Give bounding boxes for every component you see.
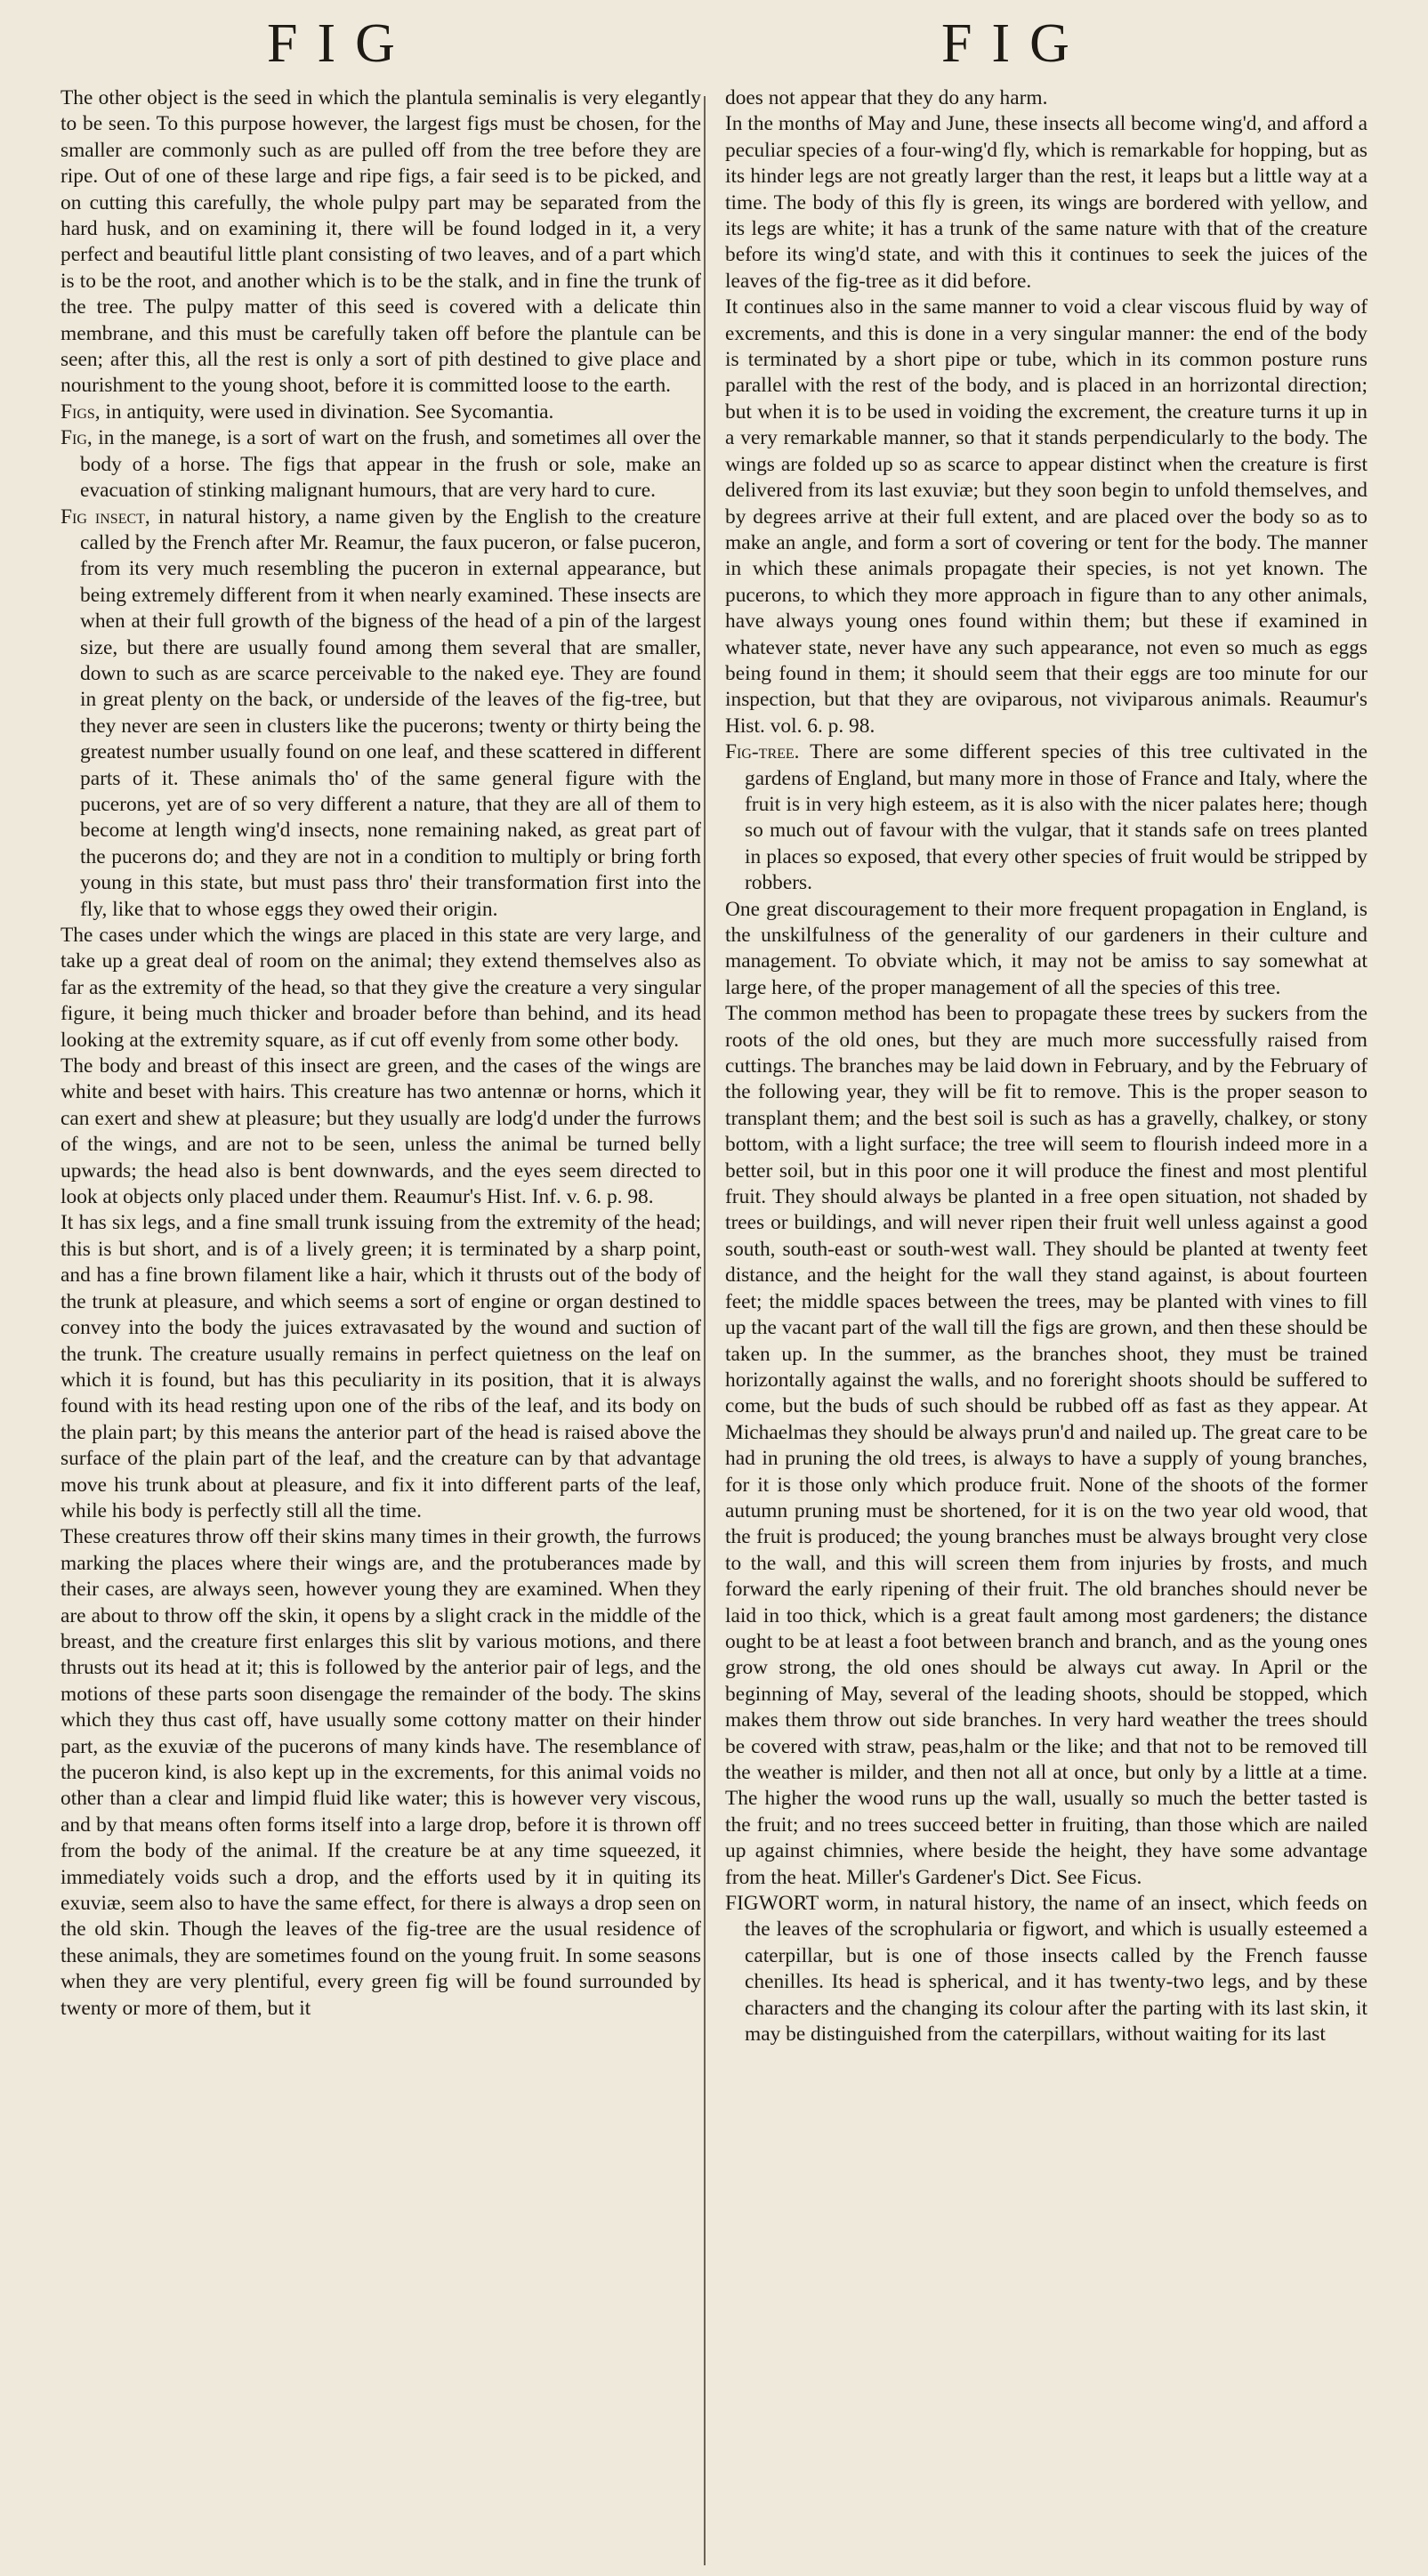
entry-text: in natural history, a name given by the English to the creature called by the French after Mr. Reamur, the faux puceron, or false puceron, from its very much resembling the puceron in external appearance, but being extremely different from it when nearly examined. These insects are when at their full growth of the bigness of the head of a pin of the largest size, but there are usually found among them several that are smaller, down to such as are scarce perceivable to the naked eye. They are found in great plenty on the back, or underside of the leaves of the fig-tree, but they never are seen in clusters like the pucerons; twenty or thirty being the greatest number usually found on one leaf, and these scattered in different parts of it. These animals tho' of the same general figure with the pucerons, yet are of so very different a nature, that they are all of them to become at length wing'd insects, none remaining naked, as great part of the pucerons do; and they are not in a condition to multiply or bring forth young in this state, but must pass thro' their transformation first into the fly, like that to whose eggs they owed their origin.	[80, 505, 701, 921]
column-divider	[704, 96, 706, 2565]
paragraph-continued: does not appear that they do any harm.	[725, 86, 1048, 109]
entry-fig-tree	[725, 739, 1367, 896]
paragraph-cases: The cases under which the wings are placed in this state are very large, and take up a great deal of room on the animal; they extend themselves also as far as the extremity of the head, so that they give the creature a very singular figure, it being much thicker and broader before than behind, and its head looking at the extremity square, as if cut off evenly from some other body.	[61, 924, 701, 1052]
entry-figwort-worm	[725, 1891, 1367, 2047]
paragraph-may-june: In the months of May and June, these insects all become wing'd, and afford a peculiar species of a four-wing'd fly, which is remarkable for hopping, but as its hinder legs are not greatly larger than the rest, it leaps but a little way at a time. The body of this fly is green, its wings are bordered with yellow, and its legs are white; it has a trunk of the same nature with that of the creature before its wing'd state, and with this it continues to seek the juices of the leaves of the fig-tree as it did before.	[725, 112, 1367, 293]
running-head-right: FIG	[941, 13, 1089, 74]
entry-text: There are some different species of this tree cultivated in the gardens of England, but many more in those of France and Italy, where the fruit is in very high esteem, as it is also with the nicer palates here; though so much out of favour with the vulgar, that it stands safe on trees planted in places so exposed, that every other species of fruit would be stripped by robbers.	[745, 740, 1367, 895]
entry-term: Fig,	[61, 426, 93, 450]
right-column	[725, 85, 1367, 2047]
entry-fig-manege	[61, 425, 701, 504]
paragraph-viscous-fluid: It continues also in the same manner to void a clear viscous fluid by way of excrements, and this is done in a very singular manner: the end of the body is terminated by a short pipe or tube, which in its common posture runs parallel with the rest of the body, and is placed in an horrizontal direction; but when it is to be used in voiding the excrement, the creature turns it up in a very remarkable manner, so that it stands perpendicularly to the body. The wings are folded up so as scarce to appear distinct when the creature is first delivered from its last exuviæ; but they soon begin to unfold themselves, and by degrees arrive at their full extent, and are placed over the body so as to make an angle, and form a sort of covering or tent for the body. The manner in which these animals propagate their species, is not yet known. The pucerons, to which they more approach in figure than to any other animals, have always young ones found within them; but these if examined in whatever state, never have any such appearance, not even so much as eggs being found in them; it should seem that their eggs are too minute for our inspection, but that they are oviparous, not viviparous animals. Reaumur's Hist. vol. 6. p. 98.	[725, 295, 1367, 738]
entry-term: Figs,	[61, 400, 101, 424]
paragraph-body-breast: The body and breast of this insect are green, and the cases of the wings are white and beset with hairs. This creature has two antennæ or horns, which it can exert and shew at pleasure; but they usually are lodg'd under the furrows of the wings, and are not to be seen, unless the animal be turned belly upwards; the head also is bent downwards, and the eyes seem directed to look at objects only placed under them. Reaumur's Hist. Inf. v. 6. p. 98.	[61, 1054, 701, 1209]
entry-text: in the manege, is a sort of wart on the frush, and sometimes all over the body of a horse. The figs that appear in the frush or sole, make an evacuation of stinking malignant humours, that are very hard to cure.	[80, 426, 701, 503]
paragraph-seed: The other object is the seed in which the plantula seminalis is very elegantly to be seen. To this purpose however, the largest figs must be chosen, for the smaller are commonly such as are pulled off from the tree before they are ripe. Out of one of these large and ripe figs, a fair seed is to be picked, and on cutting this carefully, the whole pulpy part may be separated from the hard husk, and on examining it, there will be found lodged in it, a very perfect and beautiful little plant consisting of two leaves, and of a part which is to be the root, and another which is to be the stalk, and in fine the trunk of the tree. The pulpy matter of this seed is covered with a delicate thin membrane, and this must be carefully taken off before the plantule can be seen; after this, all the rest is only a sort of pith destined to give place and nourishment to the young shoot, before it is committed loose to the earth.	[61, 86, 701, 398]
left-column	[61, 85, 701, 2022]
entry-term: Fig-tree.	[725, 740, 800, 764]
paragraph-discouragement: One great discouragement to their more frequent propagation in England, is the unskilfulness of the generality of our gardeners in their culture and management. To obviate which, it may not be amiss to say somewhat at large here, of the proper management of all the species of this tree.	[725, 897, 1367, 999]
entry-term: FIGWORT worm,	[725, 1892, 879, 1916]
entry-fig-insect	[61, 505, 701, 924]
entry-text: in antiquity, were used in divination. See Sycomantia.	[105, 400, 554, 424]
paragraph-common-method: The common method has been to propagate these trees by suckers from the roots of the old ones, but they are much more successfully raised from cuttings. The branches may be laid down in February, and by the February of the following year, they will be fit to remove. This is the proper season to transplant them; and the best soil is such as has a gravelly, chalkey, or stony bottom, with a light surface; the tree will seem to flourish indeed more in a better soil, but in this poor one it will produce the finest and most plentiful fruit. They should always be planted in a free open situation, not shaded by trees or buildings, and will never ripen their fruit well unless against a good south, south-east or south-west wall. They should be planted at twenty feet distance, and the height for the wall they stand against, is about fourteen feet; the middle spaces between the trees, may be planted with vines to fill up the vacant part of the wall till the figs are grown, and then these should be taken up. In the summer, as the branches shoot, they must be trained horizontally against the walls, and no foreright shoots should be suffered to come, but the buds of such should be rubbed off as fast as they appear. At Michaelmas they should be always prun'd and nailed up. The great care to be had in pruning the old trees, is always to have a supply of young branches, for it is those only which produce fruit. None of the shoots of the former autumn pruning must be shortened, for it is on the two year old wood, that the fruit is produced; the young branches must be always brought very close to the wall, and this will screen them from injuries by frosts, and much forward the early ripening of their fruit. The old branches should never be laid in too thick, which is a great fault among most gardeners; the distance ought to be at least a foot between branch and branch, and as the young ones grow strong, the old ones should be always cut away. In April or the beginning of May, several of the leading shoots, should be stopped, which makes them throw out side branches. In very hard weather the trees should be covered with straw, peas,halm or the like; and that not to be removed till the weather is milder, and then not all at once, but only by a little at a time. The higher the wood runs up the wall, usually so much the better tasted is the fruit; and no trees succeed better in fruiting, than those which are nailed up against chimnies, where beside the height, they have some advantage from the heat. Miller's Gardener's Dict. See Ficus.	[725, 1002, 1367, 1889]
entry-figs-divination	[61, 400, 701, 425]
entry-term: Fig insect,	[61, 505, 150, 529]
paragraph-six-legs: It has six legs, and a fine small trunk issuing from the extremity of the head; this is but short, and is of a lively green; it is terminated by a sharp point, and has a fine brown filament like a hair, which it thrusts out of the body of the trunk at pleasure, and which seems a sort of engine or organ destined to convey into the body the juices extravasated by the wound and suction of the trunk. The creature usually remains in perfect quietness on the leaf on which it is found, but has this peculiarity in its position, that it is always found with its head resting upon one of the ribs of the leaf, and its body on the plain part; by this means the anterior part of the head is raised above the surface of the plain part of the leaf, and the creature can by that advantage move his trunk about at pleasure, and fix it into different parts of the leaf, while his body is perfectly still all the time.	[61, 1211, 701, 1522]
paragraph-skins: These creatures throw off their skins many times in their growth, the furrows marking the places where their wings are, and the protuberances made by their cases, are always seen, however young they are examined. When they are about to throw off the skin, it opens by a slight crack in the middle of the breast, and the creature first enlarges this slit by various motions, and there thrusts out its head at it; this is followed by the anterior pair of legs, and the motions of these parts soon disengage the remainder of the body. The skins which they thus cast off, have usually some cottony matter on their hinder part, as the exuviæ of the pucerons of many kinds have. The resemblance of the puceron kind, is also kept up in the excrements, for this animal voids no other than a clear and limpid fluid like water; this is however very viscous, and by that means often forms itself into a large drop, before it is thrown off from the body of the animal. If the creature be at any time squeezed, it immediately voids such a drop, and the efforts used by it in quiting its exuviæ, seem also to have the same effect, for there is always a drop seen on the old skin. Though the leaves of the fig-tree are the usual residence of these animals, they are sometimes found on the young fruit. In some seasons when they are very plentiful, every green fig will be found surrounded by twenty or more of them, but it	[61, 1525, 701, 2020]
running-head-left: FIG	[267, 13, 415, 74]
entry-text: in natural history, the name of an insect, which feeds on the leaves of the scrophularia or figwort, and which is usually esteemed a caterpillar, but is one of those insects called by the French fausse chenilles. Its head is spherical, and it has twenty-two legs, and by these characters and the changing its colour after the parting with its last skin, it may be distinguished from the caterpillars, without waiting for its last	[745, 1892, 1367, 2047]
